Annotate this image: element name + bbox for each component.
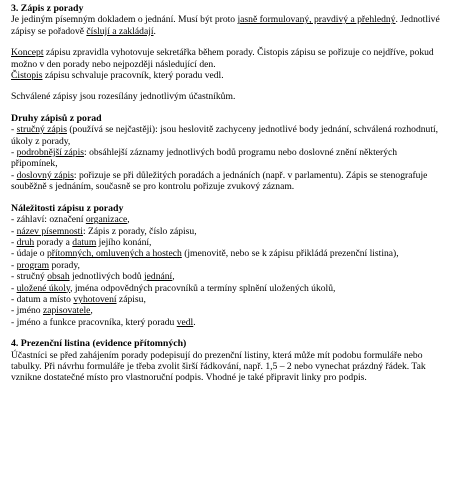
requisites-item: - jméno a funkce pracovníka, který poradu vedl. <box>11 316 196 328</box>
requisites-item: - druh porady a datum jejího konání, <box>11 236 152 248</box>
section-3-paragraph-1: Je jediným písemným dokladem o jednání. Musí být proto jasně formulovaný, pravdivý a přehledný. Jednotlivé zápisy se pořadově číslují a zakládají. <box>11 14 440 37</box>
requisites-item: - jméno zapisovatele, <box>11 305 93 317</box>
requisites-item: - údaje o přítomných, omluvených a hostech (jmenovitě, nebo se k zápisu přikládá prezenční listina), <box>11 248 399 260</box>
section-4-heading: 4. Prezenční listina (evidence přítomných) <box>11 338 187 350</box>
section-3-paragraph-4: Schválené zápisy jsou rozesílány jednotlivým účastníkům. <box>11 91 236 103</box>
requisites-item: - datum a místo vyhotovení zápisu, <box>11 293 146 305</box>
types-item: - stručný zápis (používá se nejčastěji): jsou heslovitě zachyceny jednotlivé body jednání, schválená rozhodnutí, úkoly z porady, <box>11 124 439 147</box>
section-3-paragraph-2: Koncept zápisu zpravidla vyhotovuje sekretářka během porady. Čistopis zápisu se pořizuje co nejdříve, pokud možno v den porady nebo nejpozději následující den. <box>11 47 434 70</box>
requisites-heading: Náležitosti zápisu z porady <box>11 202 124 214</box>
types-heading: Druhy zápisů z porad <box>11 112 102 124</box>
types-item: - doslovný zápis: pořizuje se při důležitých poradách a jednáních (např. v parlamentu). Zápis se stenografuje souběžně s jednáním, současně se pro kontrolu pořizuje zvukový záznam. <box>11 169 428 193</box>
types-item: - podrobnější zápis: obsáhlejší záznamy jednotlivých bodů programu nebo doslovné znění některých připomínek, <box>11 147 398 170</box>
requisites-item: - záhlaví: označení organizace, <box>11 214 130 226</box>
section-3-heading: 3. Zápis z porady <box>11 3 84 14</box>
requisites-item: - stručný obsah jednotlivých bodů jednání, <box>11 271 175 283</box>
section-3-paragraph-3: Čistopis zápisu schvaluje pracovník, který poradu vedl. <box>11 70 224 82</box>
requisites-item: - název písemnosti: Zápis z porady, číslo zápisu, <box>11 225 197 237</box>
requisites-item: - uložené úkoly, jména odpovědných pracovníků a termíny splnění uložených úkolů, <box>11 282 336 294</box>
section-4-paragraph: Účastníci se před zahájením porady podepisují do prezenční listiny, která může mít podobu formuláře nebo tabulky. Při návrhu formuláře je třeba zvolit širší řádkování, např. 1,5 – 2 nebo vynechat prázdný řádek. Tak vznikne dostatečné místo pro vlastnoruční podpis. Vhodné je také připravit linky pro podpis. <box>11 349 426 384</box>
requisites-item: - program porady, <box>11 259 80 271</box>
